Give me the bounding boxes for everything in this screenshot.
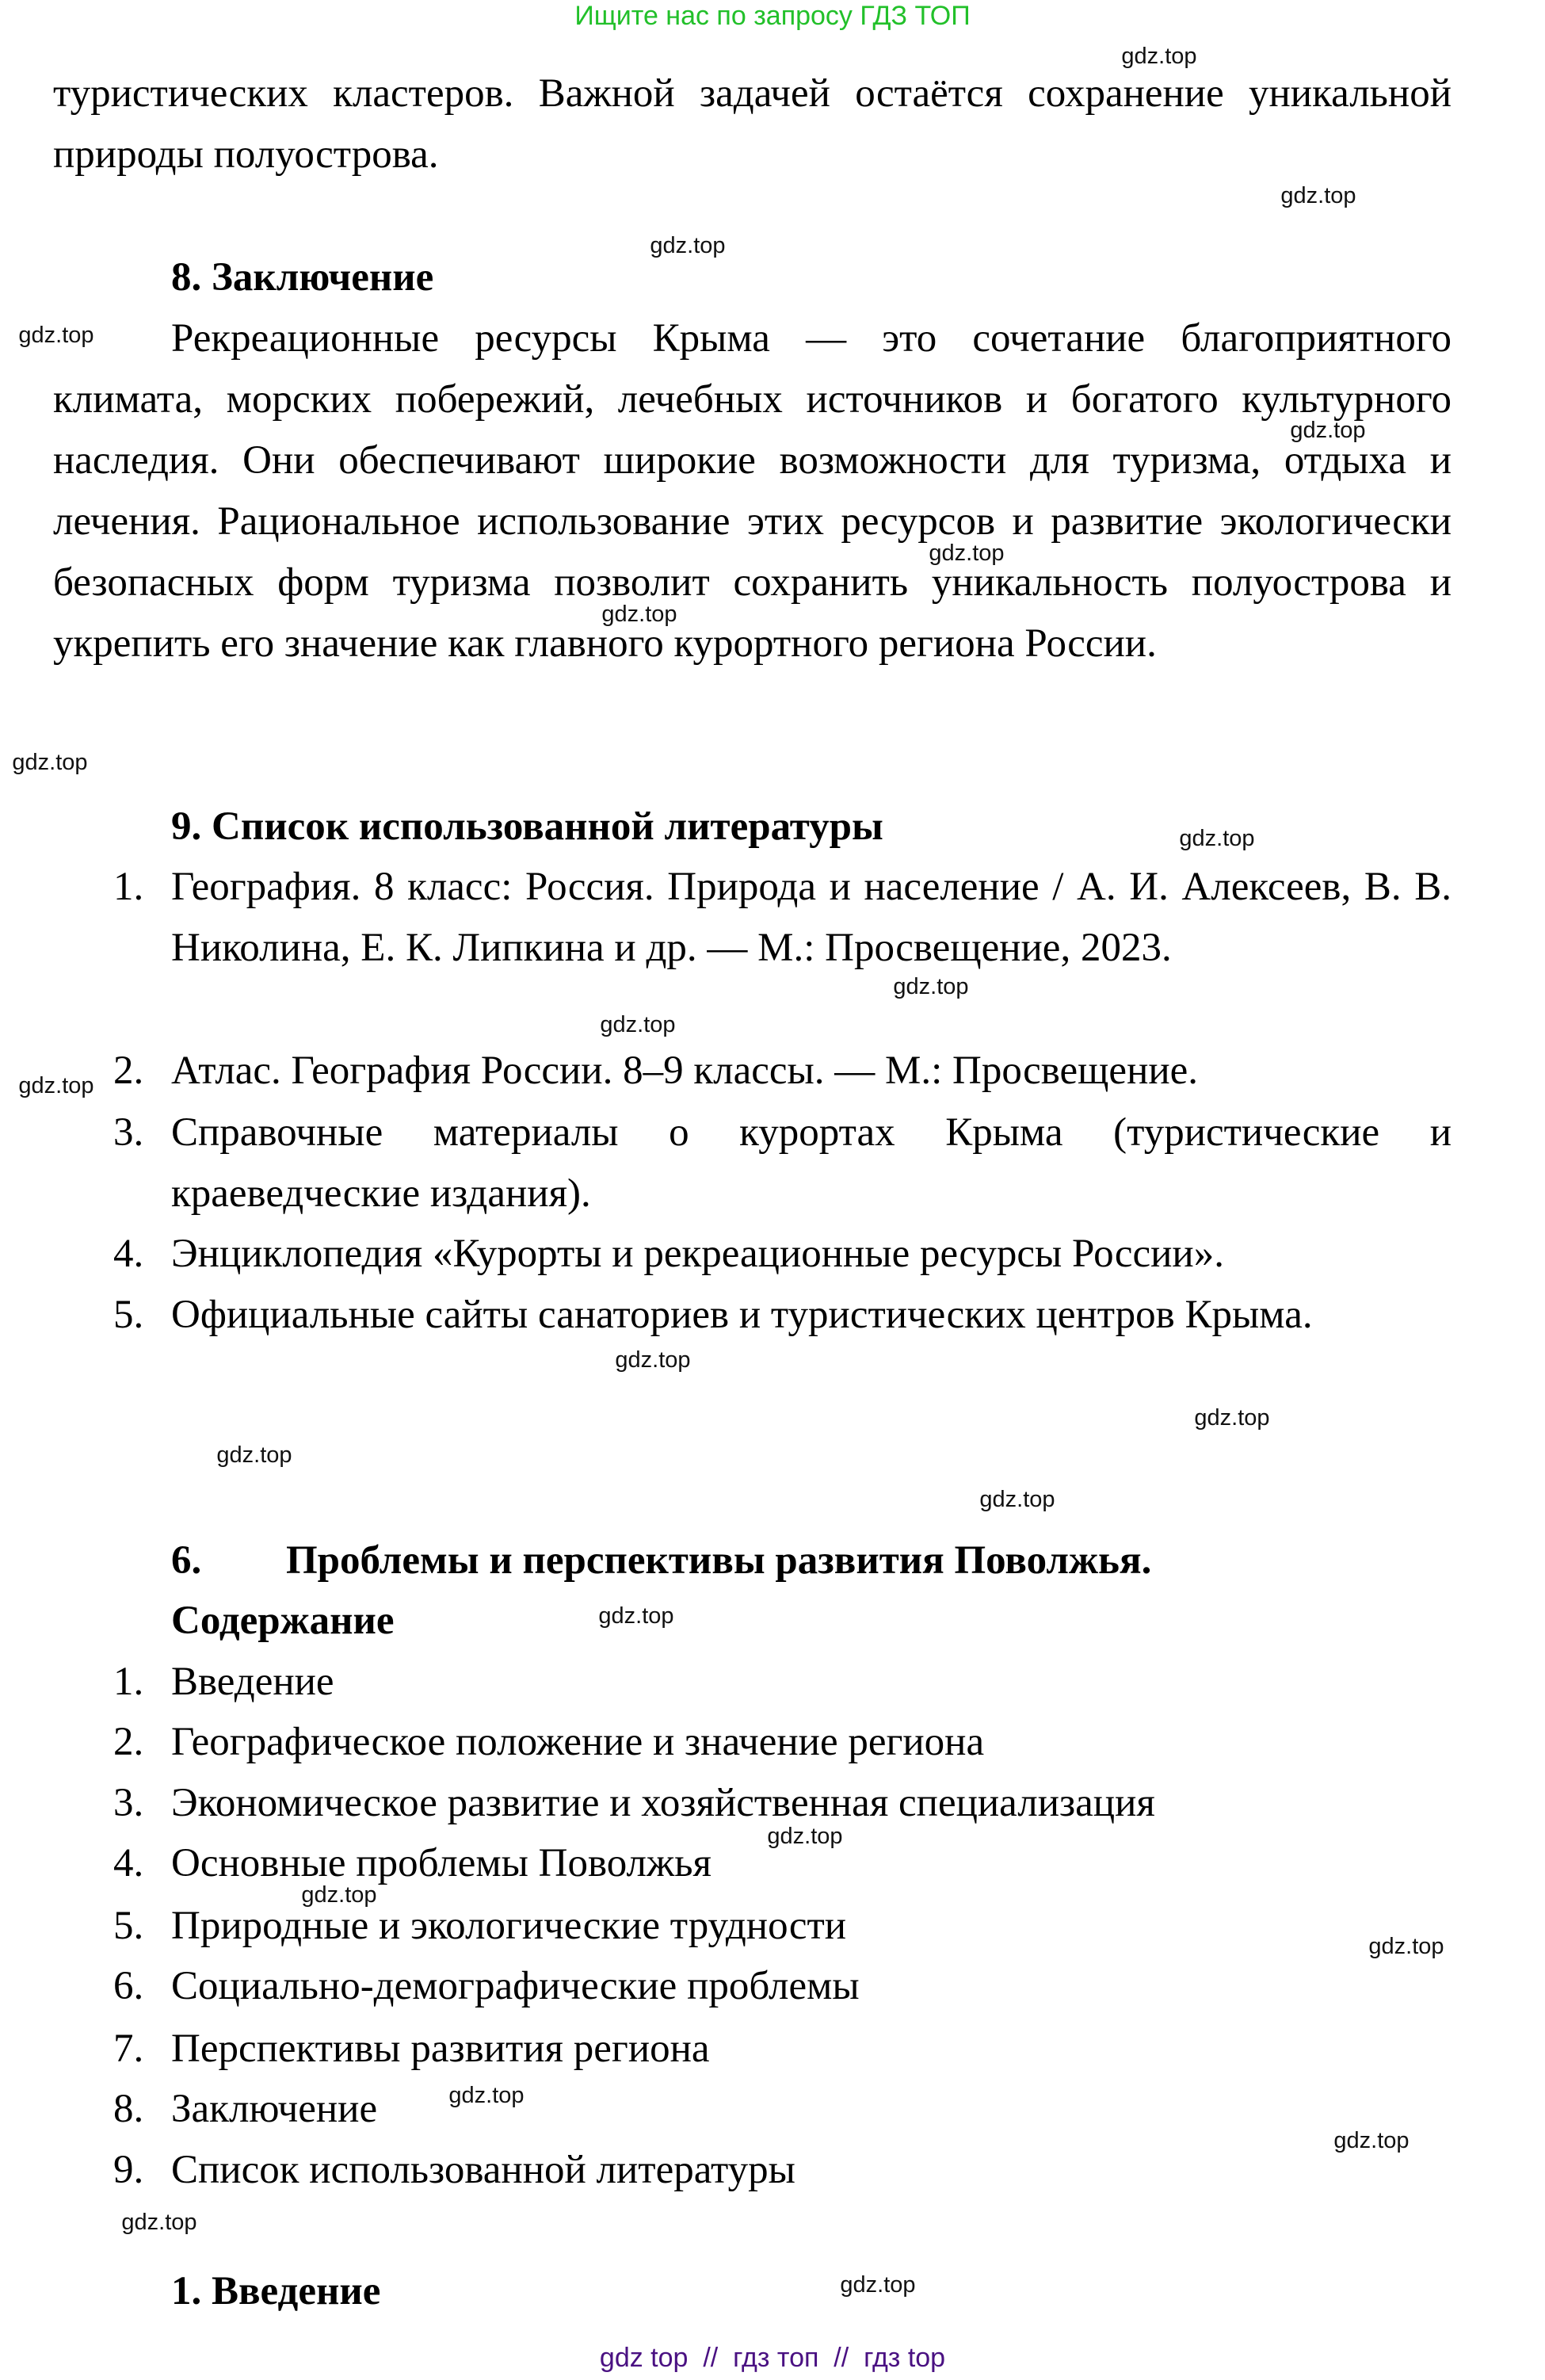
watermark-text: gdz.top — [216, 1442, 292, 1468]
contents-text: Список использованной литературы — [171, 2148, 795, 2192]
contents-number: 1. — [113, 1660, 144, 1704]
watermark-text: gdz.top — [1121, 44, 1197, 69]
reference-item — [113, 1285, 1452, 1346]
contents-number: 9. — [113, 2148, 144, 2192]
reference-text: География. 8 класс: Россия. Природа и население / А. И. Алексеев, В. В. Николина, Е. К. Липкина и др. — М.: Просвещение, 2023. — [171, 865, 1452, 970]
section-heading-conclusion: 8. Заключение — [171, 255, 434, 300]
watermark-text: gdz.top — [601, 602, 677, 627]
watermark-text: gdz.top — [1194, 1405, 1270, 1431]
watermark-text: gdz.top — [1280, 183, 1356, 208]
contents-text: Социально-демографические проблемы — [171, 1964, 860, 2008]
reference-text: Атлас. География России. 8–9 классы. — М.: Просвещение. — [171, 1049, 1199, 1093]
contents-number: 7. — [113, 2027, 144, 2071]
contents-text: Природные и экологические трудности — [171, 1904, 847, 1948]
contents-text: Перспективы развития региона — [171, 2027, 710, 2071]
watermark-text: gdz.top — [1290, 418, 1366, 443]
watermark-text: gdz.top — [18, 323, 94, 348]
contents-number: 3. — [113, 1781, 144, 1825]
watermark-text: gdz.top — [1368, 1934, 1444, 1959]
reference-number: 1. — [113, 865, 144, 909]
watermark-text: gdz.top — [448, 2083, 525, 2108]
reference-number: 3. — [113, 1110, 144, 1155]
watermark-text: gdz.top — [979, 1487, 1055, 1512]
contents-text: Введение — [171, 1660, 334, 1704]
contents-text: Основные проблемы Поволжья — [171, 1841, 711, 1885]
watermark-text: gdz.top — [1333, 2128, 1410, 2153]
watermark-text: gdz.top — [600, 1012, 676, 1037]
contents-text: Экономическое развитие и хозяйственная специализация — [171, 1781, 1155, 1825]
watermark-text: gdz.top — [929, 541, 1005, 566]
contents-number: 4. — [113, 1841, 144, 1885]
topic-title-text: Проблемы и перспективы развития Поволжья. — [286, 1538, 1152, 1583]
continuation-paragraph: туристических кластеров. Важной задачей остаётся сохранение уникальной природы полуострова. — [53, 71, 1452, 177]
reference-number: 2. — [113, 1049, 144, 1093]
contents-item — [113, 2019, 1452, 2080]
watermark-text: gdz.top — [893, 974, 969, 999]
topic-title — [171, 1530, 1151, 1591]
reference-item — [113, 1224, 1452, 1285]
watermark-text: gdz.top — [650, 233, 726, 258]
reference-text: Энциклопедия «Курорты и рекреационные ресурсы России». — [171, 1232, 1224, 1276]
watermark-text: gdz.top — [598, 1603, 674, 1629]
contents-item — [113, 1652, 1452, 1713]
top-banner[interactable]: Ищите нас по запросу ГДЗ ТОП — [574, 1, 971, 31]
contents-item — [113, 1956, 1452, 2017]
contents-item — [113, 2079, 1452, 2140]
contents-text: Заключение — [171, 2087, 378, 2131]
section-heading-references: 9. Список использованной литературы — [171, 804, 883, 849]
watermark-text: gdz.top — [18, 1073, 94, 1098]
contents-number: 6. — [113, 1964, 144, 2008]
reference-item — [113, 1041, 1452, 1102]
contents-item — [113, 2140, 1452, 2201]
contents-item — [113, 1712, 1452, 1773]
contents-number: 5. — [113, 1904, 144, 1948]
section-heading-introduction: 1. Введение — [171, 2269, 381, 2313]
watermark-text: gdz.top — [767, 1824, 843, 1849]
watermark-text: gdz.top — [12, 750, 88, 775]
bottom-banner[interactable]: gdz top // гдз топ // гдз top — [599, 2343, 946, 2373]
topic-number: 6. — [171, 1538, 202, 1583]
reference-number: 5. — [113, 1293, 144, 1337]
contents-heading: Содержание — [171, 1599, 395, 1643]
reference-item — [113, 1102, 1452, 1224]
contents-text: Географическое положение и значение региона — [171, 1720, 985, 1764]
conclusion-paragraph: Рекреационные ресурсы Крыма — это сочетание благоприятного климата, морских побережий, лечебных источников и богатого культурного наследия. Они обеспечивают широкие возможности для туризма, отдыха и лечения. Рациональное использование этих ресурсов и развитие экологически безопасных форм туризма позволит сохранить уникальность полуострова и укрепить его значение как главного курортного региона России. — [53, 316, 1452, 666]
watermark-text: gdz.top — [840, 2272, 916, 2298]
contents-number: 8. — [113, 2087, 144, 2131]
reference-text: Официальные сайты санаториев и туристических центров Крыма. — [171, 1293, 1313, 1337]
contents-number: 2. — [113, 1720, 144, 1764]
watermark-text: gdz.top — [121, 2210, 197, 2235]
watermark-text: gdz.top — [615, 1347, 691, 1373]
reference-number: 4. — [113, 1232, 144, 1276]
reference-text: Справочные материалы о курортах Крыма (туристические и краеведческие издания). — [171, 1110, 1452, 1216]
watermark-text: gdz.top — [301, 1882, 377, 1908]
watermark-text: gdz.top — [1179, 826, 1255, 851]
reference-item — [113, 857, 1452, 979]
